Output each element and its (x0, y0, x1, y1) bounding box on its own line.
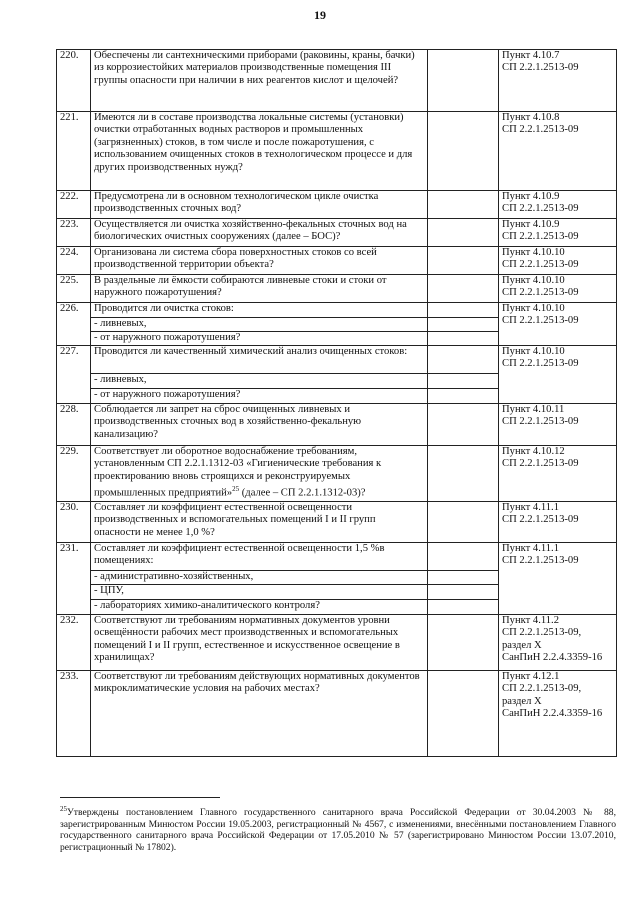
reference-cell: Пункт 4.10.10 СП 2.2.1.2513-09 (499, 303, 617, 346)
answer-cell[interactable] (428, 615, 499, 671)
sub-item-text: - ливневых, (91, 374, 428, 389)
table-row (57, 615, 617, 671)
sub-item-text: - ливневых, (91, 318, 428, 332)
reference-cell: Пункт 4.10.7 СП 2.2.1.2513-09 (499, 50, 617, 112)
footnote-mark: 25 (232, 485, 240, 494)
answer-cell[interactable] (428, 50, 499, 112)
row-number: 231. (57, 543, 91, 615)
footnote-mark: 25 (60, 805, 67, 813)
table-row (57, 247, 617, 275)
footnote-text: Утверждены постановлением Главного государственного санитарного врача Российской Федерации от 30.04.2003 № 88, зарегистрированным Минюстом России 19.05.2003, регистрационный № 4567, с изменениями, внесёнными постановлением Главного государственного санитарного врача Российской Федерации от 17.05.2010 № 57 (зарегистрировано Минюстом России 13.07.2010, регистрационный № 17802). (60, 807, 616, 853)
answer-cell[interactable] (428, 374, 499, 389)
table-row (57, 543, 617, 571)
table-row (57, 303, 617, 318)
reference-cell: Пункт 4.11.2 СП 2.2.1.2513-09, раздел X СанПиН 2.2.4.3359-16 (499, 615, 617, 671)
sub-item-text: - от наружного пожаротушения? (91, 332, 428, 346)
question-text: Проводится ли очистка стоков: (91, 303, 428, 318)
table-row (57, 671, 617, 757)
row-number: 229. (57, 446, 91, 502)
answer-cell[interactable] (428, 543, 499, 571)
answer-cell[interactable] (428, 112, 499, 191)
question-text: Обеспечены ли сантехническими приборами (раковины, краны, бачки) из коррозиестойких материалов производственные помещения III группы опасности при наличии в них реагентов кислот и щелочей? (91, 50, 428, 112)
page-number: 19 (314, 8, 326, 22)
reference-cell: Пункт 4.10.10 СП 2.2.1.2513-09 (499, 346, 617, 404)
row-number: 233. (57, 671, 91, 757)
row-number: 225. (57, 275, 91, 303)
sub-item-text: - от наружного пожаротушения? (91, 389, 428, 404)
checklist-table (56, 49, 617, 757)
row-number: 226. (57, 303, 91, 346)
row-number: 221. (57, 112, 91, 191)
row-number: 232. (57, 615, 91, 671)
answer-cell[interactable] (428, 600, 499, 615)
question-text: Осуществляется ли очистка хозяйственно-фекальных сточных вод на биологических очистных сооружениях (далее – БОС)? (91, 219, 428, 247)
reference-cell: Пункт 4.12.1 СП 2.2.1.2513-09, раздел X СанПиН 2.2.4.3359-16 (499, 671, 617, 757)
question-text: Соответствуют ли требованиям нормативных документов уровни освещённости рабочих мест производственных и вспомогательных помещений I и II групп, естественное и искусственное освещение в хранилищах? (91, 615, 428, 671)
row-number: 222. (57, 191, 91, 219)
footnote (60, 804, 616, 854)
answer-cell[interactable] (428, 585, 499, 600)
question-text: Соблюдается ли запрет на сброс очищенных ливневых и производственных сточных вод в хозяйственно-фекальную канализацию? (91, 404, 428, 446)
reference-cell: Пункт 4.11.1 СП 2.2.1.2513-09 (499, 543, 617, 615)
table-row (57, 191, 617, 219)
question-text: Составляет ли коэффициент естественной освещенности производственных и вспомогательных помещений I и II групп опасности не менее 1,0 %? (91, 502, 428, 543)
reference-cell: Пункт 4.10.11 СП 2.2.1.2513-09 (499, 404, 617, 446)
table-row (57, 50, 617, 112)
reference-cell: Пункт 4.11.1 СП 2.2.1.2513-09 (499, 502, 617, 543)
reference-cell: Пункт 4.10.9 СП 2.2.1.2513-09 (499, 219, 617, 247)
sub-item-text: - лабораториях химико-аналитического контроля? (91, 600, 428, 615)
question-text: Имеются ли в составе производства локальные системы (установки) очистки отработанных водных растворов и промышленных (загрязненных) стоков, в том числе и после пожаротушения, с использованием очищенных стоков в технологическом процессе и для других производственных нужд? (91, 112, 428, 191)
answer-cell[interactable] (428, 332, 499, 346)
reference-cell: Пункт 4.10.8 СП 2.2.1.2513-09 (499, 112, 617, 191)
row-number: 220. (57, 50, 91, 112)
row-number: 230. (57, 502, 91, 543)
answer-cell[interactable] (428, 318, 499, 332)
answer-cell[interactable] (428, 275, 499, 303)
answer-cell[interactable] (428, 303, 499, 318)
answer-cell[interactable] (428, 404, 499, 446)
question-text: Проводится ли качественный химический анализ очищенных стоков: (91, 346, 428, 374)
sub-item-text: - ЦПУ, (91, 585, 428, 600)
row-number: 228. (57, 404, 91, 446)
sub-item-text: - административно-хозяйственных, (91, 571, 428, 585)
question-text: Соответствует ли оборотное водоснабжение требованиям, установленным СП 2.2.1.1312-03 «Гигиенические требования к проектированию вновь строящихся и реконструируемых промышленных предприятий»$^{25}$ (далее – СП 2.2.1.1312-03)? (91, 446, 428, 502)
question-text: Организована ли система сбора поверхностных стоков со всей производственной территории объекта? (91, 247, 428, 275)
answer-cell[interactable] (428, 191, 499, 219)
answer-cell[interactable] (428, 446, 499, 502)
row-number: 227. (57, 346, 91, 404)
answer-cell[interactable] (428, 389, 499, 404)
table-row (57, 275, 617, 303)
answer-cell[interactable] (428, 502, 499, 543)
reference-cell: Пункт 4.10.10 СП 2.2.1.2513-09 (499, 247, 617, 275)
question-text: Составляет ли коэффициент естественной освещенности 1,5 %в помещениях: (91, 543, 428, 571)
table-row (57, 112, 617, 191)
table-row (57, 346, 617, 374)
reference-cell: Пункт 4.10.10 СП 2.2.1.2513-09 (499, 275, 617, 303)
table-row (57, 502, 617, 543)
answer-cell[interactable] (428, 219, 499, 247)
table-row (57, 404, 617, 446)
reference-cell: Пункт 4.10.9 СП 2.2.1.2513-09 (499, 191, 617, 219)
answer-cell[interactable] (428, 247, 499, 275)
question-text: Предусмотрена ли в основном технологическом цикле очистка производственных сточных вод? (91, 191, 428, 219)
row-number: 224. (57, 247, 91, 275)
table-row (57, 446, 617, 502)
answer-cell[interactable] (428, 571, 499, 585)
answer-cell[interactable] (428, 346, 499, 374)
row-number: 223. (57, 219, 91, 247)
reference-cell: Пункт 4.10.12 СП 2.2.1.2513-09 (499, 446, 617, 502)
footnote-divider (60, 797, 220, 798)
answer-cell[interactable] (428, 671, 499, 757)
question-text: В раздельные ли ёмкости собираются ливневые стоки и стоки от наружного пожаротушения? (91, 275, 428, 303)
question-text: Соответствуют ли требованиям действующих нормативных документов микроклиматические условия на рабочих местах? (91, 671, 428, 757)
table-row (57, 219, 617, 247)
